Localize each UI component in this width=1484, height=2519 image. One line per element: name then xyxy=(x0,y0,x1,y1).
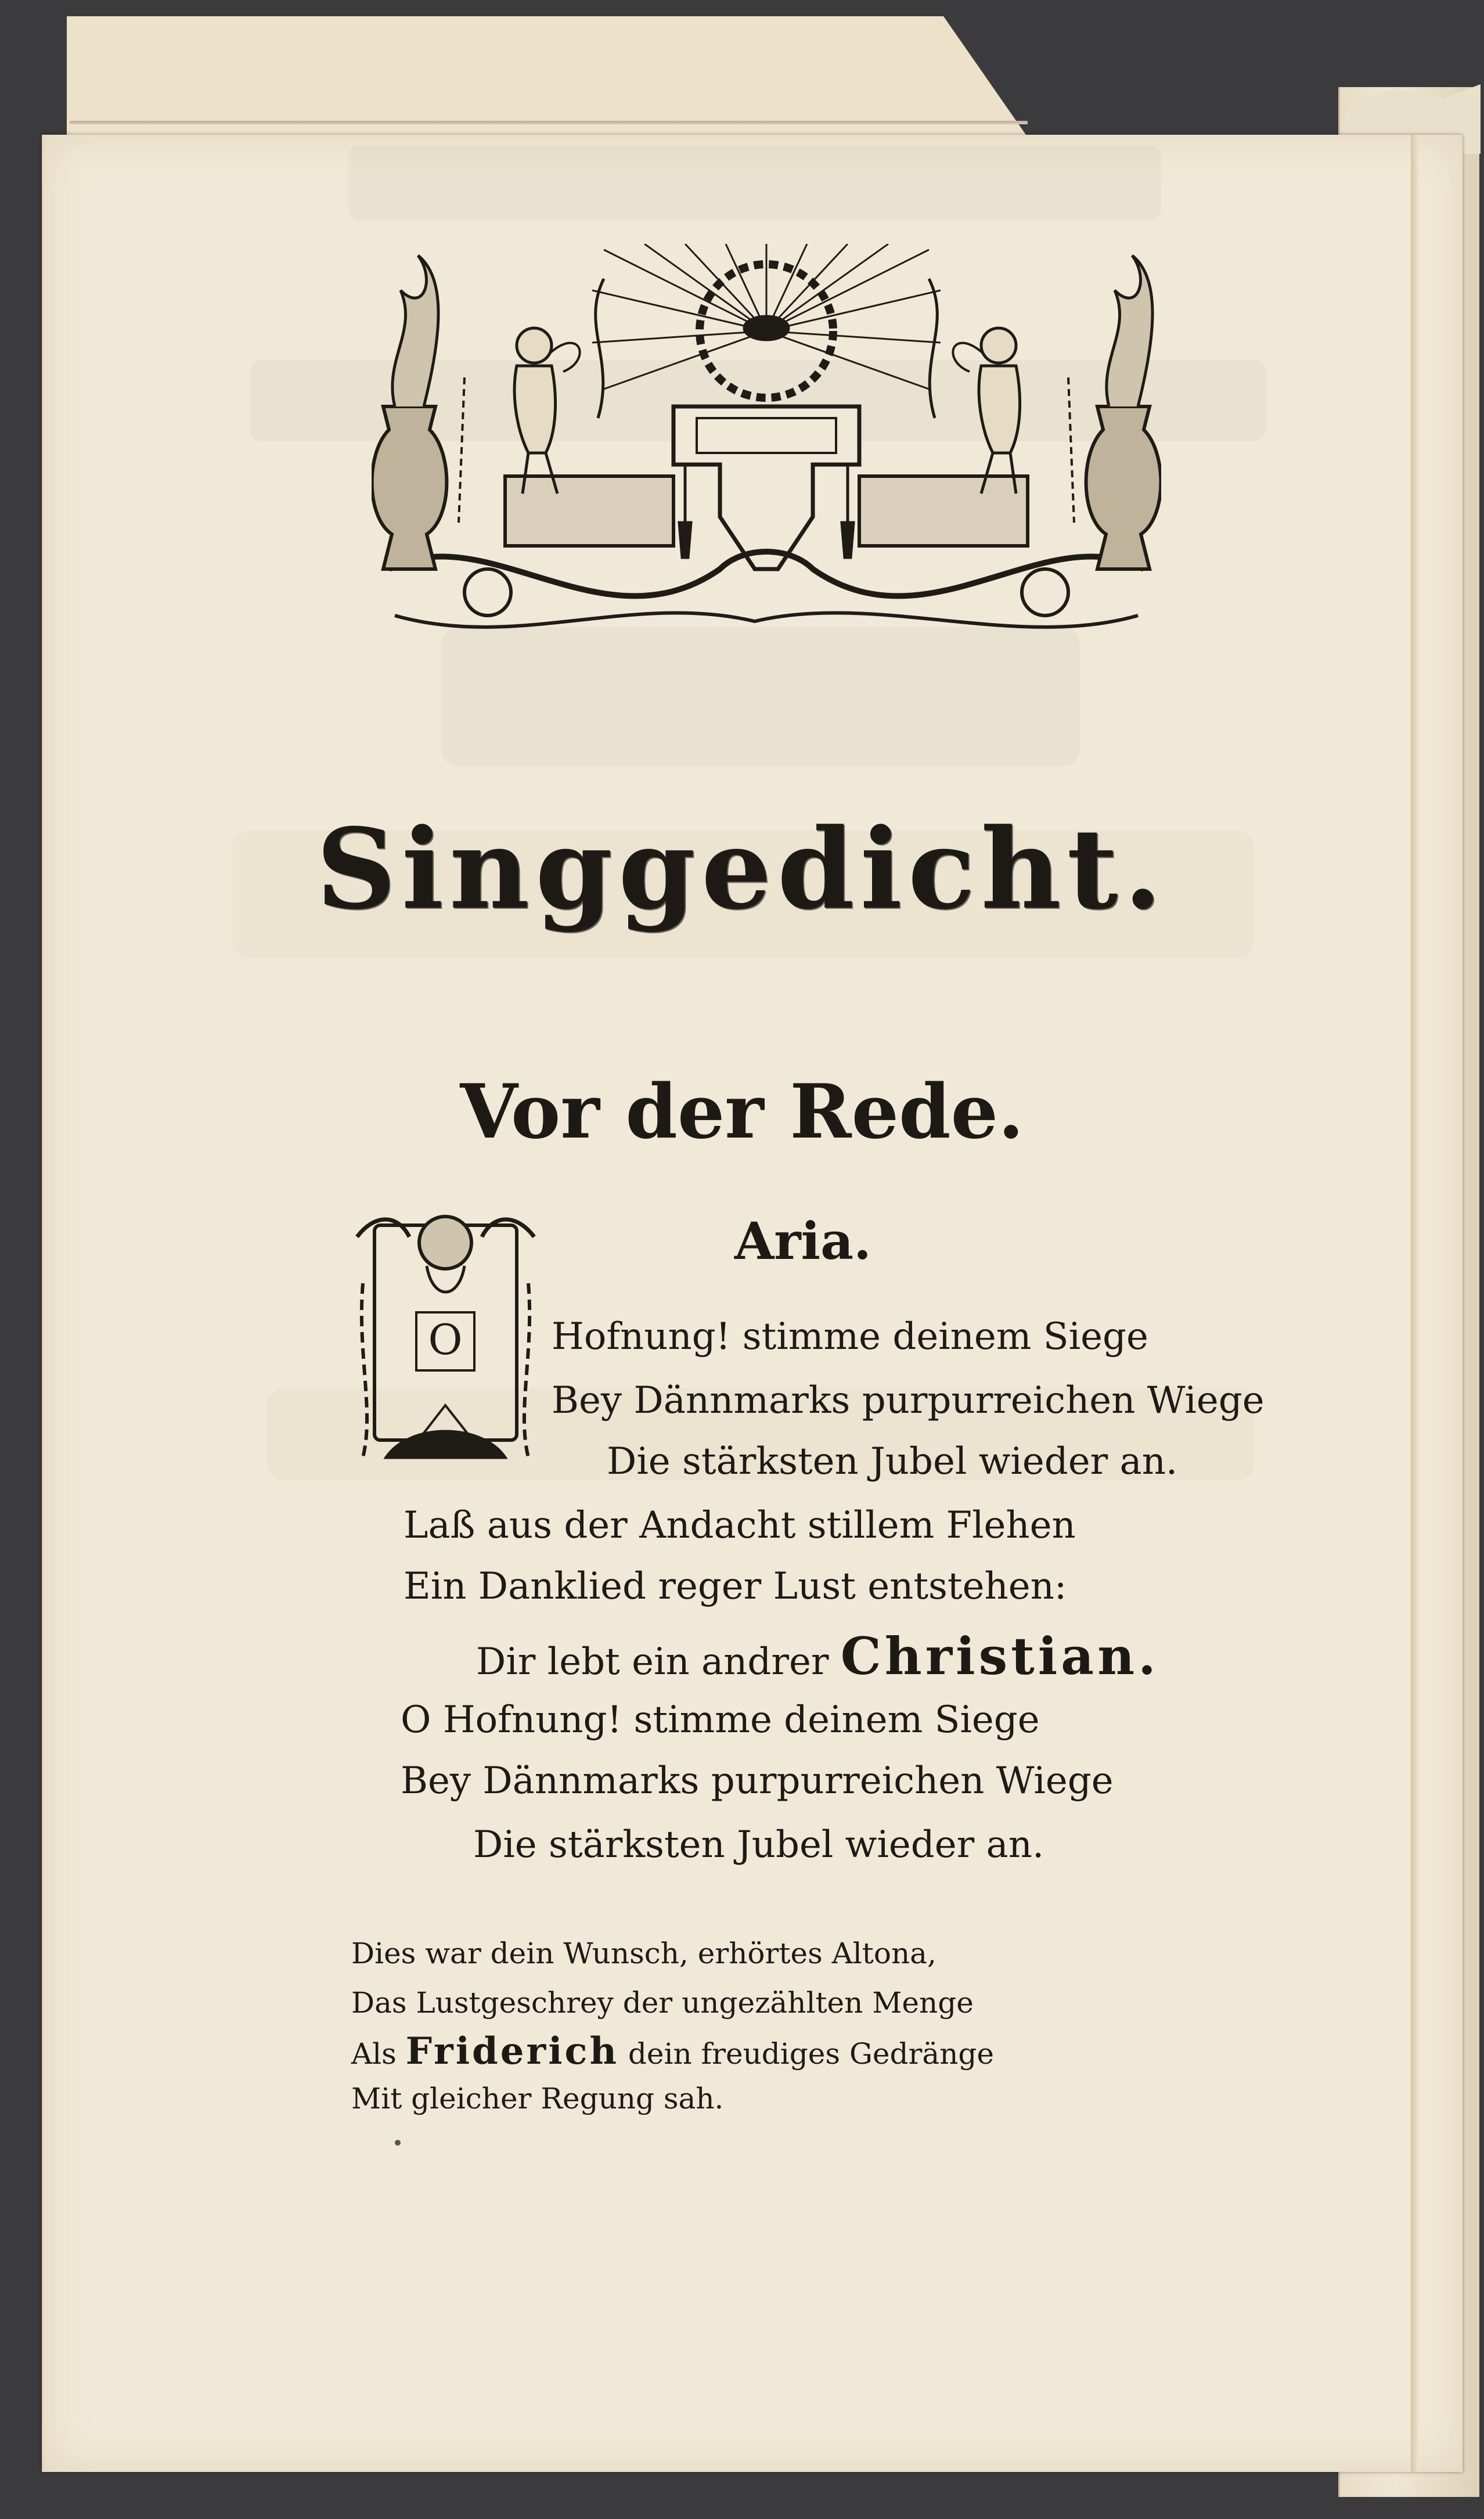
page-title: Singgedicht. xyxy=(316,804,1168,934)
recitative-emphasis-name: Friderich xyxy=(405,2029,619,2073)
recitative-line-4: Mit gleicher Regung sah. xyxy=(351,2082,724,2115)
aria-line-6-text: Dir lebt ein andrer xyxy=(476,1640,829,1683)
show-through-block-1 xyxy=(348,145,1161,221)
aria-heading: Aria. xyxy=(734,1211,871,1271)
underlying-sheet-edge xyxy=(70,121,1028,124)
recitative-line-3 xyxy=(351,2029,994,2073)
aria-line-9: Die stärksten Jubel wieder an. xyxy=(473,1823,1044,1866)
recitative-line-1: Dies war dein Wunsch, erhörtes Altona, xyxy=(351,1937,936,1970)
ornamental-headpiece xyxy=(372,244,1161,662)
aria-line-7: O Hofnung! stimme deinem Siege xyxy=(401,1698,1040,1741)
decorative-initial xyxy=(351,1202,540,1475)
recitative-line-3-text: dein freudiges Gedränge xyxy=(628,2037,994,2071)
left-urn xyxy=(372,256,447,569)
aria-line-1: Hofnung! stimme deinem Siege xyxy=(552,1315,1148,1358)
page-fold xyxy=(1411,135,1419,2472)
aria-line-6 xyxy=(476,1626,1159,1686)
aria-line-8: Bey Dännmarks purpurreichen Wiege xyxy=(401,1759,1114,1802)
ink-speck xyxy=(395,2140,401,2146)
initial-letter: O xyxy=(428,1315,463,1364)
aria-emphasis-name: Christian. xyxy=(840,1626,1159,1686)
aria-line-3: Die stärksten Jubel wieder an. xyxy=(607,1440,1178,1483)
recitative-line-3-prefix: Als xyxy=(351,2037,397,2071)
left-cherub xyxy=(514,328,580,494)
underlying-sheet xyxy=(67,16,1036,150)
aria-line-4: Laß aus der Andacht stillem Flehen xyxy=(404,1504,1076,1547)
aria-line-2: Bey Dännmarks purpurreichen Wiege xyxy=(552,1379,1265,1422)
right-urn xyxy=(1086,256,1161,569)
section-heading: Vor der Rede. xyxy=(460,1068,1024,1156)
aria-line-5: Ein Danklied reger Lust entstehen: xyxy=(404,1565,1067,1608)
recitative-line-2: Das Lustgeschrey der ungezählten Menge xyxy=(351,1986,974,2020)
right-cherub xyxy=(953,328,1020,494)
